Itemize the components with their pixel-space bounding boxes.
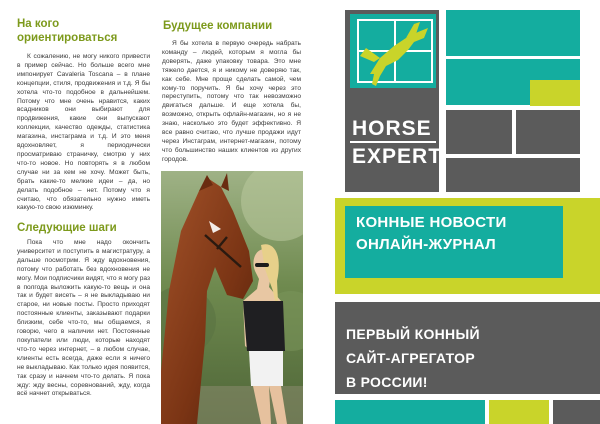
tagline-line-1: КОННЫЕ НОВОСТИ [356,214,507,231]
logo-text-expert: EXPERT [352,145,443,168]
bottom-stripe-teal [335,400,485,424]
mosaic-gray-1 [446,110,512,154]
mosaic-lime-accent [530,80,580,106]
mosaic-gray-3 [446,158,580,192]
promo-line-2: САЙТ-АГРЕГАТОР [346,350,475,366]
bottom-stripe-lime [489,400,549,424]
promo-line-3: В РОССИИ! [346,374,428,390]
mosaic-gray-2 [516,110,580,154]
paragraph-next-steps: Пока что мне надо окончить университет и поступить в магистратуру, а дальше посмотрим. Я жду вдохновения, потому что работать без вдохновения не могу. Мои подписчики видят, что я могу раз в полгода выложить какую-то вещь и она так и будет висеть – я не выкладываю ни старое, ни новые посты. Просто приходят постоянные клиенты, заказывают подарки близким, себе что-то, мы общаемся, я говорю, чего в наличии нет. Постоянные покупатели или люди, которые находят что-то через интернет, – в любом случае, клиенты есть всегда, даже если я ничего не выкладываю. Как только идея появится, так сразу и начнем что-то делать. Я пока жду: жду весны, соревнований, жду, когда всё начнет открываться. [17,239,150,398]
bottom-stripe-gray [553,400,600,424]
logo-text-horse: HORSE [352,117,432,140]
heading-next-steps: Следующие шаги [17,222,117,234]
promo-line-1: ПЕРВЫЙ КОННЫЙ [346,326,480,342]
logo-horse-emblem [350,14,436,114]
tagline-line-2: ОНЛАЙН-ЖУРНАЛ [356,236,497,253]
mosaic-white-stripe [446,56,580,59]
horse-and-rider-photo [161,171,303,424]
heading-company-future: Будущее компании [163,20,273,32]
paragraph-company-future: Я бы хотела в первую очередь набрать команду – людей, которым я могла бы доверять, даже упаковку товара. Это мне тяжело дается, я и никому не доверяю так, как себе. Мне проще сделать самой, чем кому-то поручить. Я бы хочу через это переступить, потому что так невозможно двигаться дальше. И еще хотела бы, возможно, открыть офлайн-магазин, но я не знаю, насколько это будет эффективно. Я все равно считаю, что лучше продажи идут через Инстаграм, интернет-магазин, потому что большинство наших клиентов из других городов. [162,40,301,163]
logo-divider [350,141,436,143]
heading-target-audience: На кого ориентироваться [17,18,118,44]
paragraph-target-audience: К сожалению, не могу никого привести в пример сейчас. Но больше всего мне импонирует Cavaleria Toscana – в плане концепции, стиля, продвижения и т.д. Я бы хотела что-то подобное в дальнейшем. Потому что мне очень нравится, каких всадников они выбирают для продвижения, какие они выпускают коллекции, качество одежды, статистика магазина, инстаграма и т.д. И это меня вдохновляет, я периодически просматриваю страничку, смотрю у них что-то новое. Но повторять я в любом случае ни за кем не хочу. Может быть, брать какие-то мелкие идеи – да, но делать подобное – нет. Потому что я считаю, что обязательно нужно иметь какую-то свою изюминку. [17,53,150,212]
